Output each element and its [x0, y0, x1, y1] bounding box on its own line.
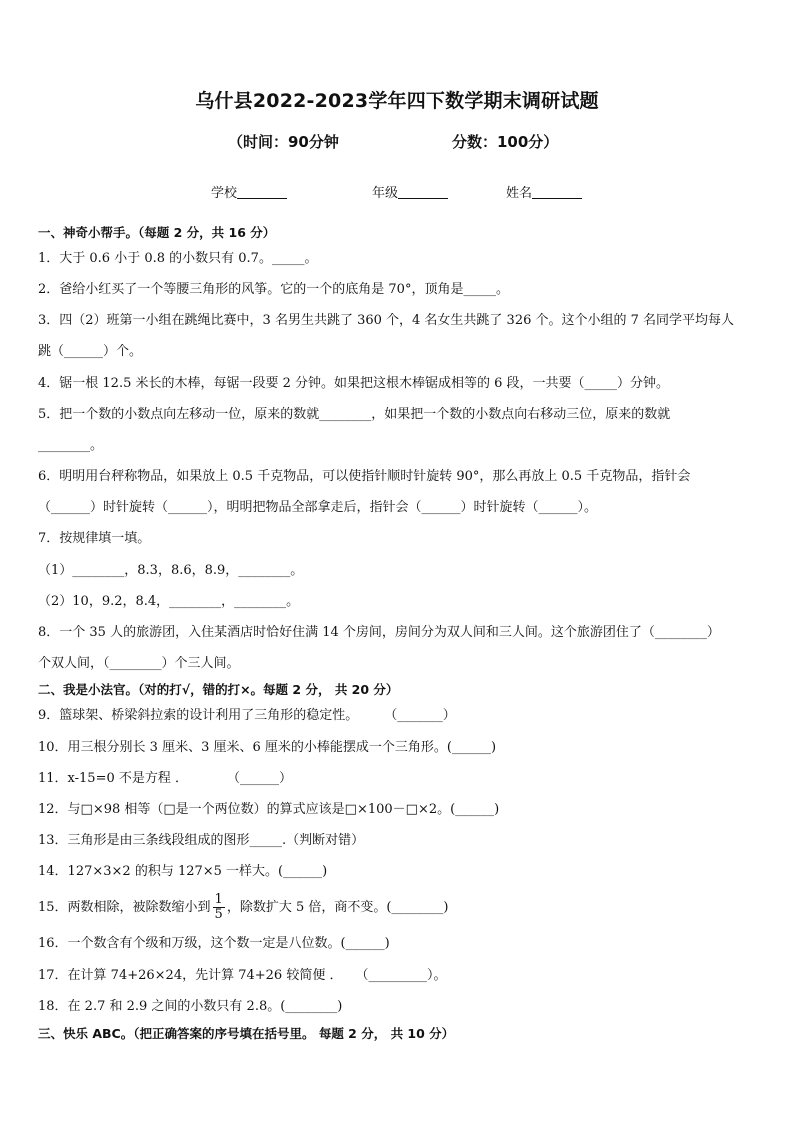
question-10: 10．用三根分别长 3 厘米、3 厘米、6 厘米的小棒能摆成一个三角形。(______) — [38, 740, 497, 755]
page-title: 乌什县2022-2023学年四下数学期末调研试题 — [195, 90, 599, 112]
fraction-denominator: 5 — [214, 907, 223, 922]
name-field[interactable] — [506, 182, 582, 201]
question-14: 14．127×3×2 的积与 127×5 一样大。(______) — [38, 864, 328, 879]
section-heading-1: 一、神奇小帮手。（每题 2 分，共 16 分） — [38, 225, 276, 240]
question-7-part-1: （1）________，8.3，8.6，8.9，________。 — [38, 563, 304, 578]
fraction-numerator: 1 — [214, 892, 223, 907]
question-15-text-b: ，除数扩大 5 倍，商不变。(________) — [226, 900, 449, 915]
question-5-line-2: ________。 — [38, 438, 104, 453]
name-label: 姓名 — [506, 186, 533, 201]
question-6-line-2: （______）时针旋转（______），明明把物品全部拿走后，指针会（______）时针旋转（______）。 — [38, 500, 598, 515]
section-heading-2: 二、我是小法官。（对的打√，错的打×。每题 2 分， 共 20 分） — [38, 682, 399, 697]
question-18: 18．在 2.7 和 2.9 之间的小数只有 2.8。(________) — [38, 999, 343, 1014]
school-field[interactable] — [211, 182, 287, 201]
question-1: 1．大于 0.6 小于 0.8 的小数只有 0.7。_____。 — [38, 251, 318, 266]
question-4: 4．锯一根 12.5 米长的木棒，每锯一段要 2 分钟。如果把这根木棒锯成相等的 6 段，一共要（_____）分钟。 — [38, 376, 670, 391]
fraction-one-fifth — [213, 893, 225, 922]
question-5-line-1: 5．把一个数的小数点向左移动一位，原来的数就________，如果把一个数的小数点向右移动三位，原来的数就 — [38, 407, 671, 422]
section-heading-3: 三、快乐 ABC。（把正确答案的序号填在括号里。 每题 2 分， 共 10 分） — [38, 1026, 455, 1041]
question-3-line-2: 跳（______）个。 — [38, 344, 143, 359]
grade-label: 年级 — [372, 186, 399, 201]
question-8-line-1: 8．一个 35 人的旅游团，入住某酒店时恰好住满 14 个房间，房间分为双人间和三人间。这个旅游团住了（________） — [38, 625, 720, 640]
question-7: 7．按规律填一填。 — [38, 531, 151, 546]
question-6-line-1: 6．明明用台秤称物品，如果放上 0.5 千克物品，可以使指针顺时针旋转 90°，那么再放上 0.5 千克物品，指针会 — [38, 469, 691, 484]
question-7-part-2: （2）10，9.2，8.4，________，________。 — [38, 594, 300, 609]
question-13: 13．三角形是由三条线段组成的图形_____.（判断对错） — [38, 833, 365, 848]
grade-blank[interactable] — [398, 186, 448, 199]
question-12: 12．与□×98 相等（□是一个两位数）的算式应该是□×100－□×2。(______) — [38, 802, 500, 817]
grade-field[interactable] — [372, 182, 448, 201]
total-score: 分数：100分） — [452, 133, 559, 151]
question-11: 11．x-15=0 不是方程 ． （______） — [38, 771, 293, 786]
question-16: 16．一个数含有个级和万级，这个数一定是八位数。(______) — [38, 936, 390, 951]
question-8-line-2: 个双人间，（________）个三人间。 — [38, 656, 240, 671]
question-15 — [38, 890, 764, 926]
school-label: 学校 — [211, 186, 238, 201]
name-blank[interactable] — [532, 186, 582, 199]
question-9: 9．篮球架、桥梁斜拉索的设计利用了三角形的稳定性。 （_______） — [38, 708, 456, 723]
question-17: 17．在计算 74+26×24，先计算 74+26 较简便 ． （_________）。 — [38, 968, 447, 983]
question-3-line-1: 3．四（2）班第一小组在跳绳比赛中，3 名男生共跳了 360 个，4 名女生共跳了 326 个。这个小组的 7 名同学平均每人 — [38, 313, 735, 328]
question-15-text-a: 15．两数相除，被除数缩小到 — [38, 900, 211, 915]
question-2: 2．爸给小红买了一个等腰三角形的风筝。它的一个的底角是 70°，顶角是_____。 — [38, 282, 509, 297]
time-limit: （时间：90分钟 — [228, 133, 339, 151]
school-blank[interactable] — [237, 186, 287, 199]
